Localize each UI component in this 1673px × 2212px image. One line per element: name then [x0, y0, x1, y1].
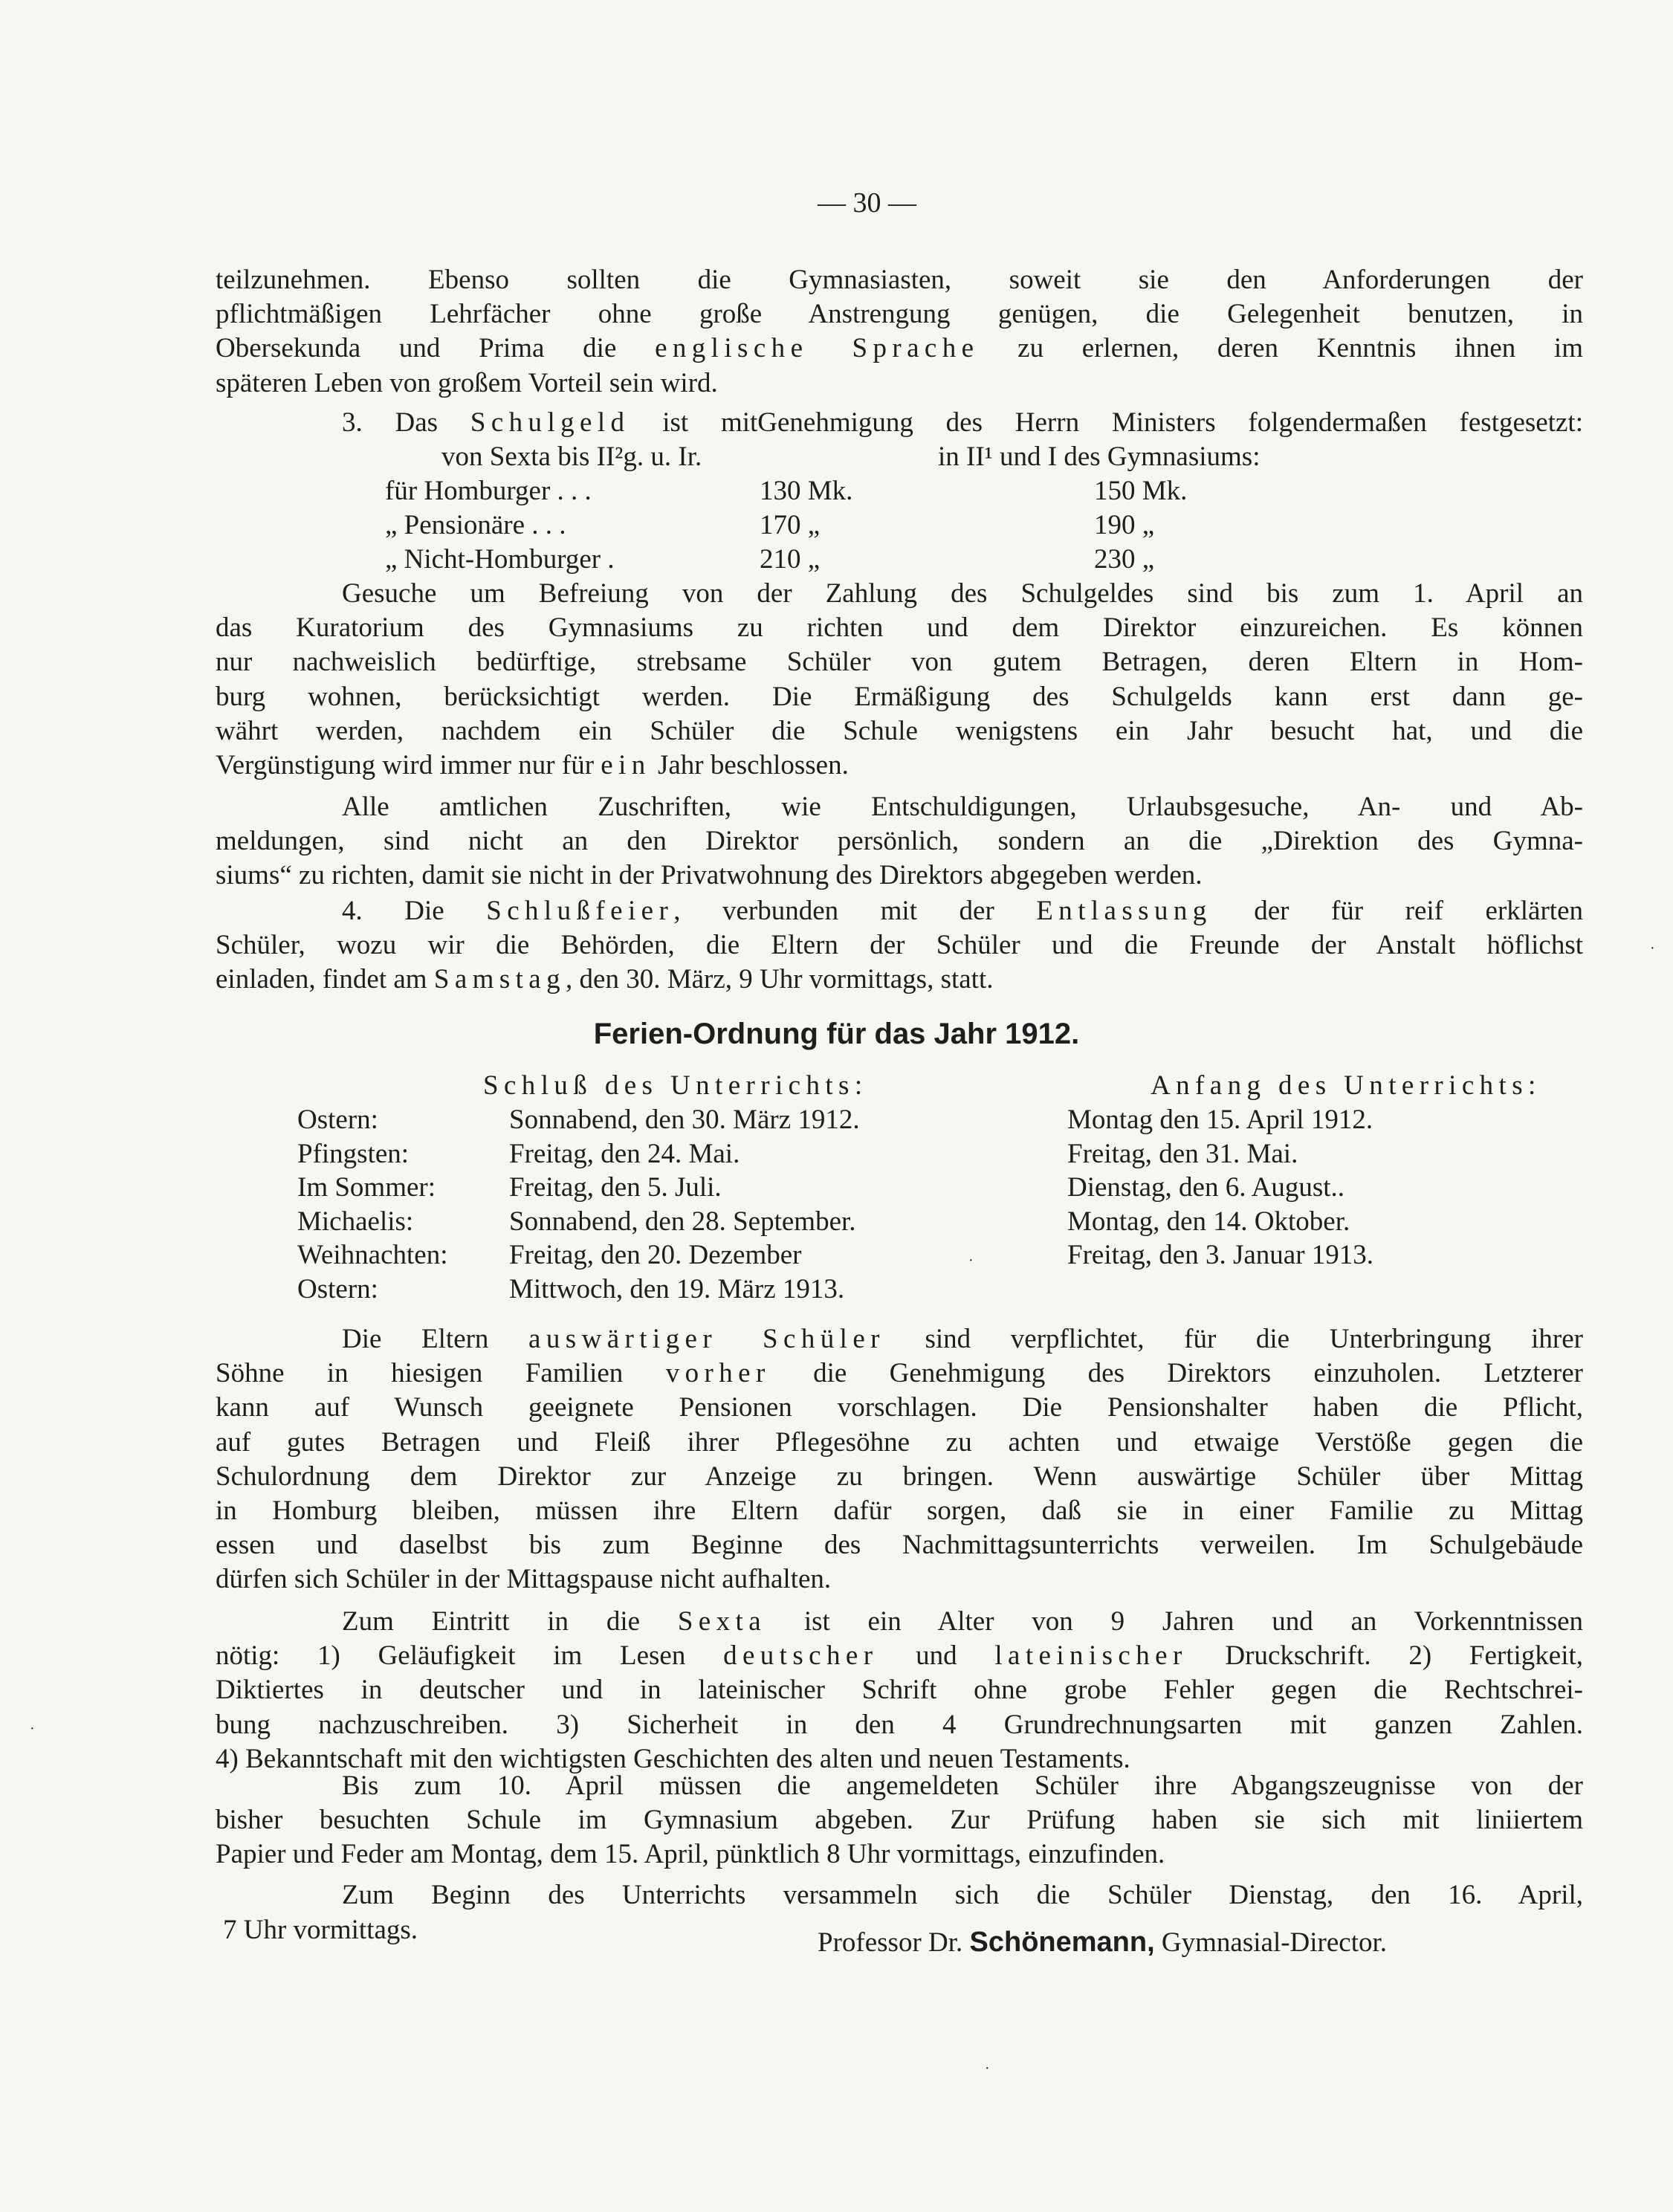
text-line — [216, 1639, 1583, 1673]
spaced-emphasis: lateinischer — [994, 1640, 1188, 1672]
text-line: das Kuratorium des Gymnasiums zu richten und dem Direktor einzureichen. Es können — [216, 612, 1583, 644]
text-segment: , den 30. März, 9 Uhr vormittags, statt. — [566, 964, 994, 995]
text-segment: Obersekunda und Prima die — [216, 333, 656, 364]
text-line: teilzunehmen. Ebenso sollten die Gymnasiasten, soweit sie den Anforderungen der — [216, 265, 1583, 295]
text-line: essen und daselbst bis zum Beginne des Nachmittagsunterrichts verweilen. Im Schulgebäude — [216, 1530, 1583, 1561]
ferien-row-anfang: Freitag, den 3. Januar 1913. — [1067, 1240, 1374, 1271]
ferien-row-schluss: Freitag, den 20. Dezember — [509, 1240, 802, 1271]
ferien-row-schluss: Freitag, den 24. Mai. — [509, 1138, 740, 1169]
spaced-emphasis: englische Sprache — [655, 333, 980, 364]
text-segment: ist ein Alter von 9 Jahren und an Vorkenntnissen — [766, 1606, 1584, 1637]
ferien-row-schluss: Sonnabend, den 30. März 1912. — [509, 1105, 860, 1135]
schulgeld-row-label: „ Pensionäre . . . — [385, 510, 566, 540]
text-line: Schüler, wozu wir die Behörden, die Eltern der Schüler und die Freunde der Anstalt höflichst — [216, 930, 1583, 961]
closing-time: 7 Uhr vormittags. — [223, 1915, 418, 1945]
ferien-header-anfang: Anfang des Unterrichts: — [1151, 1070, 1541, 1101]
text-line: bung nachzuschreiben. 3) Sicherheit in den 4 Grundrechnungsarten mit ganzen Zahlen. — [216, 1709, 1583, 1740]
ferien-row-name: Pfingsten: — [297, 1138, 410, 1169]
text-line — [216, 963, 1583, 997]
ferien-row-name: Michaelis: — [297, 1206, 414, 1237]
ferien-row-name: Ostern: — [297, 1274, 378, 1304]
schulgeld-col2-header: in II¹ und I des Gymnasiums: — [938, 442, 1261, 472]
text-line: späteren Leben von großem Vorteil sein wird. — [216, 367, 718, 398]
ferien-row-name: Im Sommer: — [297, 1172, 436, 1203]
text-line: nur nachweislich bedürftige, strebsame Schüler von gutem Betragen, deren Eltern in Hom- — [216, 647, 1583, 678]
margin-mark: · — [968, 1252, 974, 1269]
spaced-emphasis: Schlußfeier — [486, 896, 674, 926]
ferien-row-name: Weihnachten: — [297, 1240, 448, 1271]
text-line — [342, 894, 1583, 928]
schulgeld-row-value-2: 150 Mk. — [1094, 476, 1188, 506]
text-line: meldungen, sind nicht an den Direktor persönlich, sondern an die „Direktion des Gymna- — [216, 826, 1583, 857]
text-segment: einladen, findet am — [216, 964, 434, 995]
text-segment: und — [878, 1640, 995, 1672]
schulgeld-row-value-2: 230 „ — [1094, 544, 1155, 575]
text-line: währt werden, nachdem ein Schüler die Schule wenigstens ein Jahr besucht hat, und die — [216, 715, 1583, 746]
ferien-row-anfang: Montag den 15. April 1912. — [1067, 1105, 1373, 1135]
text-segment: nötig: 1) Geläufigkeit im Lesen — [216, 1640, 724, 1672]
text-line — [216, 748, 1583, 783]
text-line: Gesuche um Befreiung von der Zahlung des Schulgeldes sind bis zum 1. April an — [342, 578, 1583, 609]
text-line: burg wohnen, berücksichtigt werden. Die Ermäßigung des Schulgelds kann erst dann ge- — [216, 681, 1583, 712]
text-line: Bis zum 10. April müssen die angemeldeten Schüler ihre Abgangszeugnisse von der — [342, 1770, 1583, 1801]
text-segment: 4. Die — [342, 896, 487, 926]
spaced-emphasis: Entlassung — [1036, 896, 1212, 926]
text-line: dürfen sich Schüler in der Mittagspause nicht aufhalten. — [216, 1564, 832, 1595]
text-segment: sind verpflichtet, für die Unterbringung ihrer — [884, 1324, 1584, 1354]
text-line — [342, 1322, 1583, 1356]
signature — [818, 1925, 1387, 1960]
schulgeld-row-label: für Homburger . . . — [385, 476, 592, 506]
text-segment: Druckschrift. 2) Fertigkeit, — [1187, 1640, 1584, 1672]
text-line: Zum Beginn des Unterrichts versammeln sich die Schüler Dienstag, den 16. April, — [342, 1880, 1583, 1910]
text-segment: Die Eltern — [342, 1324, 529, 1354]
text-segment: Zum Eintritt in die — [342, 1606, 678, 1637]
text-segment: ist mitGenehmigung des Herrn Ministers folgendermaßen festgesetzt: — [630, 407, 1583, 438]
text-line: Papier und Feder am Montag, dem 15. April, pünktlich 8 Uhr vormittags, einzufinden. — [216, 1839, 1165, 1870]
text-line: siums“ zu richten, damit sie nicht in der Privatwohnung des Direktors abgegeben werden. — [216, 860, 1203, 891]
text-segment: die Genehmigung des Direktors einzuholen. Letzterer — [770, 1358, 1583, 1389]
signature-prefix: Professor Dr. — [818, 1927, 970, 1958]
text-segment: 3. Das — [342, 407, 470, 438]
signature-title: Gymnasial-Director. — [1154, 1927, 1388, 1958]
schulgeld-row-value-1: 130 Mk. — [760, 476, 853, 506]
ferien-row-schluss: Sonnabend, den 28. September. — [509, 1206, 856, 1237]
page-number: — 30 — — [818, 187, 916, 219]
spaced-emphasis: ein — [601, 750, 651, 780]
spaced-emphasis: deutscher — [723, 1640, 878, 1672]
text-line — [216, 332, 1583, 366]
text-segment: zu erlernen, deren Kenntnis ihnen im — [979, 333, 1583, 364]
text-line: Diktiertes in deutscher und in lateinischer Schrift ohne grobe Fehler gegen die Rechtschrei- — [216, 1675, 1583, 1706]
spaced-emphasis: Sexta — [677, 1606, 767, 1637]
text-line: in Homburg bleiben, müssen ihre Eltern dafür sorgen, daß sie in einer Familie zu Mittag — [216, 1495, 1583, 1526]
text-segment: Söhne in hiesigen Familien — [216, 1358, 666, 1389]
text-segment: Jahr beschlossen. — [650, 750, 849, 780]
ferien-row-anfang: Freitag, den 31. Mai. — [1067, 1138, 1298, 1169]
schulgeld-row-value-1: 170 „ — [760, 510, 821, 540]
text-segment: Vergünstigung wird immer nur für — [216, 750, 601, 780]
text-line: auf gutes Betragen und Fleiß ihrer Pflegesöhne zu achten und etwaige Verstöße gegen die — [216, 1426, 1583, 1458]
margin-mark: · — [30, 1721, 35, 1737]
ferien-row-schluss: Mittwoch, den 19. März 1913. — [509, 1274, 845, 1304]
spaced-emphasis: auswärtiger Schüler — [528, 1324, 885, 1354]
text-line — [342, 1605, 1583, 1639]
margin-mark: · — [985, 2060, 990, 2077]
text-line: Schulordnung dem Direktor zur Anzeige zu bringen. Wenn auswärtige Schüler über Mittag — [216, 1461, 1583, 1492]
schulgeld-row-label: „ Nicht-Homburger . — [385, 544, 615, 575]
ferien-row-anfang: Dienstag, den 6. August.. — [1067, 1172, 1345, 1203]
text-line: 4) Bekanntschaft mit den wichtigsten Geschichten des alten und neuen Testaments. — [216, 1743, 1130, 1774]
text-line — [216, 1356, 1583, 1391]
ferien-title: Ferien-Ordnung für das Jahr 1912. — [593, 1018, 1080, 1050]
spaced-emphasis: vorher — [665, 1358, 771, 1389]
schulgeld-row-value-2: 190 „ — [1094, 510, 1155, 540]
ferien-header-schluss: Schluß des Unterrichts: — [483, 1070, 868, 1101]
ferien-row-anfang: Montag, den 14. Oktober. — [1067, 1206, 1350, 1237]
text-line — [342, 406, 1583, 440]
ferien-row-name: Ostern: — [297, 1105, 378, 1135]
signature-name: Schönemann, — [969, 1927, 1155, 1958]
text-segment: der für reif erklärten — [1211, 896, 1583, 926]
schulgeld-col1-header: von Sexta bis II²g. u. Ir. — [441, 442, 702, 472]
text-segment: , verbunden mit der — [673, 896, 1037, 926]
spaced-emphasis: Samstag — [433, 964, 566, 995]
schulgeld-row-value-1: 210 „ — [760, 544, 821, 575]
spaced-emphasis: Schulgeld — [470, 407, 630, 438]
text-line: pflichtmäßigen Lehrfächer ohne große Anstrengung genügen, die Gelegenheit benutzen, in — [216, 299, 1583, 330]
text-line: Alle amtlichen Zuschriften, wie Entschuldigungen, Urlaubsgesuche, An- und Ab- — [342, 792, 1583, 822]
text-line: bisher besuchten Schule im Gymnasium abgeben. Zur Prüfung haben sie sich mit liniiertem — [216, 1805, 1583, 1836]
ferien-row-schluss: Freitag, den 5. Juli. — [509, 1172, 722, 1203]
text-line: kann auf Wunsch geeignete Pensionen vorschlagen. Die Pensionshalter haben die Pflicht, — [216, 1392, 1583, 1423]
margin-mark: · — [1650, 940, 1655, 957]
